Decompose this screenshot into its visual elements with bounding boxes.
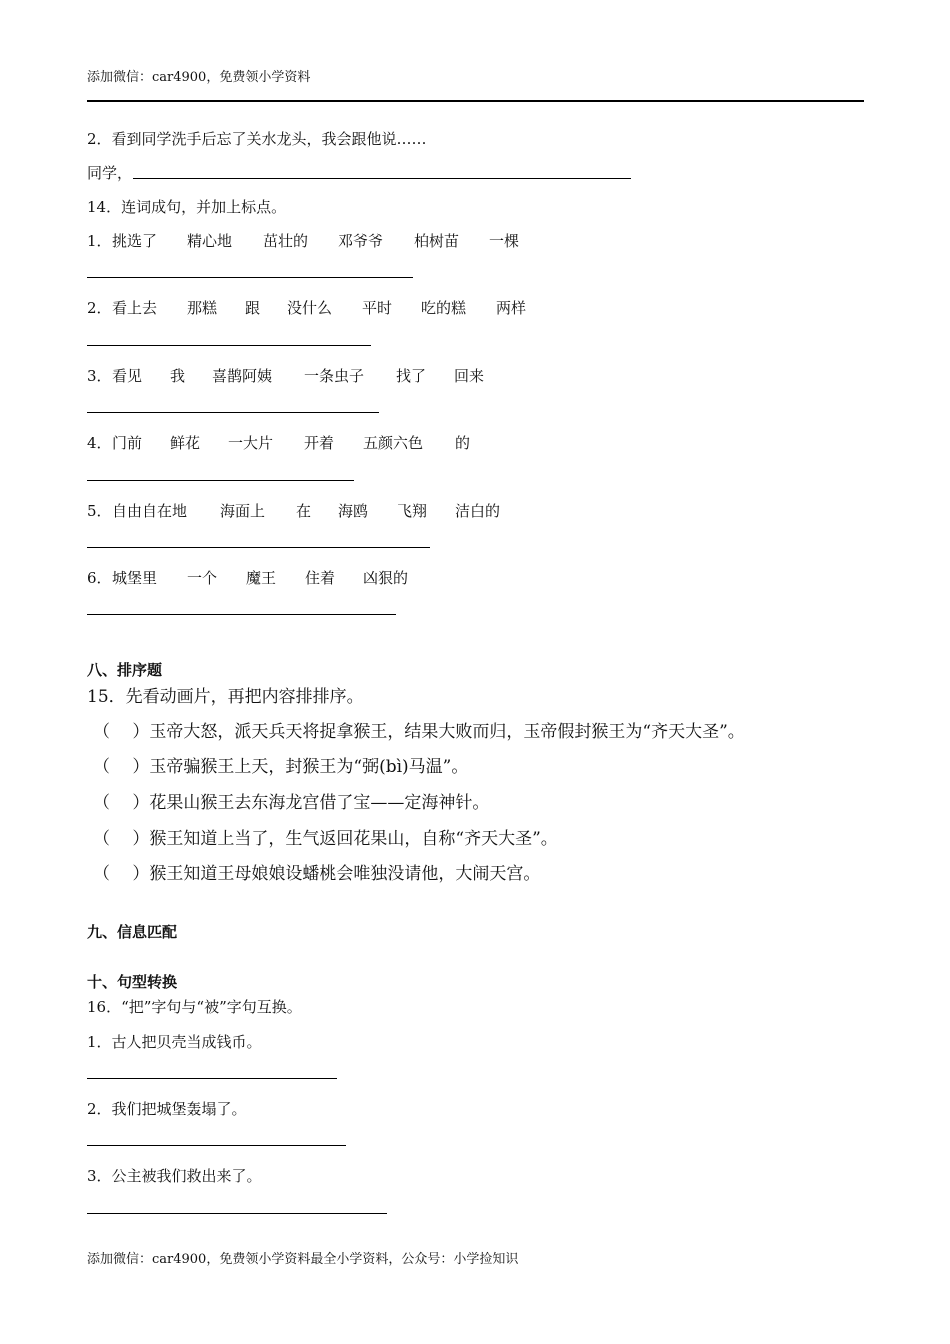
word-chip: 喜鹊阿姨 bbox=[212, 367, 273, 385]
word-chip: 找了 bbox=[396, 367, 427, 385]
answer-line-q16-1[interactable] bbox=[87, 1078, 337, 1079]
answer-line-q14-4[interactable] bbox=[87, 480, 354, 481]
word-chip: 开着 bbox=[304, 434, 335, 452]
word-chip: 跟 bbox=[245, 299, 261, 317]
q13-tongxue-label: 同学， bbox=[87, 164, 133, 182]
q14-item-1 bbox=[87, 230, 519, 251]
word-chip: 两样 bbox=[496, 299, 527, 317]
item-number: 2． bbox=[87, 299, 112, 317]
answer-line-q14-3[interactable] bbox=[87, 412, 379, 413]
q15-item-1: （ ）玉帝大怒，派天兵天将捉拿猴王，结果大败而归，玉帝假封猴王为“齐天大圣”。 bbox=[93, 722, 745, 742]
page-header: 添加微信：car4900，免费领小学资料 bbox=[87, 70, 311, 85]
word-chip: 海面上 bbox=[220, 502, 266, 520]
section-10-title: 十、句型转换 bbox=[87, 973, 178, 991]
q15-item-3: （ ）花果山猴王去东海龙宫借了宝——定海神针。 bbox=[93, 793, 490, 813]
word-chip: 吃的糕 bbox=[421, 299, 467, 317]
word-chip: 我 bbox=[170, 367, 186, 385]
word-chip: 一个 bbox=[187, 569, 218, 587]
word-chip: 看上去 bbox=[112, 299, 158, 317]
item-number: 5． bbox=[87, 502, 112, 520]
answer-line-q14-2[interactable] bbox=[87, 345, 371, 346]
q14-item-5 bbox=[87, 500, 500, 521]
item-number: 6． bbox=[87, 569, 112, 587]
q15-item-4: （ ）猴王知道上当了，生气返回花果山，自称“齐天大圣”。 bbox=[93, 829, 558, 849]
word-chip: 城堡里 bbox=[112, 569, 158, 587]
word-chip: 海鸥 bbox=[338, 502, 369, 520]
q16-item-2: 2．我们把城堡轰塌了。 bbox=[87, 1100, 247, 1118]
word-chip: 一条虫子 bbox=[304, 367, 365, 385]
word-chip: 的 bbox=[455, 434, 471, 452]
q14-item-2 bbox=[87, 297, 526, 318]
word-chip: 没什么 bbox=[287, 299, 333, 317]
word-chip: 回来 bbox=[454, 367, 485, 385]
item-number: 3． bbox=[87, 367, 112, 385]
word-chip: 茁壮的 bbox=[263, 232, 309, 250]
q14-item-4 bbox=[87, 432, 470, 453]
word-chip: 魔王 bbox=[246, 569, 277, 587]
word-chip: 邓爷爷 bbox=[338, 232, 384, 250]
q16-item-1: 1．古人把贝壳当成钱币。 bbox=[87, 1033, 262, 1051]
q14-title: 14．连词成句，并加上标点。 bbox=[87, 198, 287, 216]
word-chip: 看见 bbox=[112, 367, 143, 385]
word-chip: 飞翔 bbox=[397, 502, 428, 520]
word-chip: 自由自在地 bbox=[112, 502, 188, 520]
item-number: 4． bbox=[87, 434, 112, 452]
answer-line-q13[interactable] bbox=[133, 178, 631, 179]
item-number: 1． bbox=[87, 232, 112, 250]
word-chip: 柏树苗 bbox=[414, 232, 460, 250]
answer-line-q14-1[interactable] bbox=[87, 277, 413, 278]
q15-item-5: （ ）猴王知道王母娘娘设蟠桃会唯独没请他，大闹天宫。 bbox=[93, 864, 541, 884]
word-chip: 住着 bbox=[305, 569, 336, 587]
q15-title: 15．先看动画片，再把内容排排序。 bbox=[87, 687, 364, 707]
section-9-title: 九、信息匹配 bbox=[87, 923, 178, 941]
word-chip: 那糕 bbox=[187, 299, 218, 317]
q16-item-3: 3．公主被我们救出来了。 bbox=[87, 1167, 262, 1185]
word-chip: 一棵 bbox=[489, 232, 520, 250]
q16-title: 16．“把”字句与“被”字句互换。 bbox=[87, 998, 302, 1016]
word-chip: 一大片 bbox=[228, 434, 274, 452]
q15-item-2: （ ）玉帝骗猴王上天，封猴王为“弼(bì)马温”。 bbox=[93, 757, 469, 777]
q13-item-2: 2．看到同学洗手后忘了关水龙头，我会跟他说…… bbox=[87, 130, 427, 148]
word-chip: 五颜六色 bbox=[363, 434, 424, 452]
word-chip: 洁白的 bbox=[455, 502, 501, 520]
word-chip: 平时 bbox=[362, 299, 393, 317]
header-rule bbox=[87, 100, 864, 102]
word-chip: 门前 bbox=[112, 434, 143, 452]
q14-item-3 bbox=[87, 365, 484, 386]
word-chip: 挑选了 bbox=[112, 232, 158, 250]
word-chip: 凶狠的 bbox=[363, 569, 409, 587]
page-footer: 添加微信：car4900，免费领小学资料最全小学资料，公众号：小学捡知识 bbox=[87, 1252, 519, 1267]
word-chip: 在 bbox=[296, 502, 312, 520]
answer-line-q16-3[interactable] bbox=[87, 1213, 387, 1214]
answer-line-q16-2[interactable] bbox=[87, 1145, 346, 1146]
answer-line-q14-6[interactable] bbox=[87, 614, 396, 615]
answer-line-q14-5[interactable] bbox=[87, 547, 430, 548]
word-chip: 鲜花 bbox=[170, 434, 201, 452]
q14-item-6 bbox=[87, 567, 408, 588]
section-8-title: 八、排序题 bbox=[87, 661, 163, 679]
word-chip: 精心地 bbox=[187, 232, 233, 250]
